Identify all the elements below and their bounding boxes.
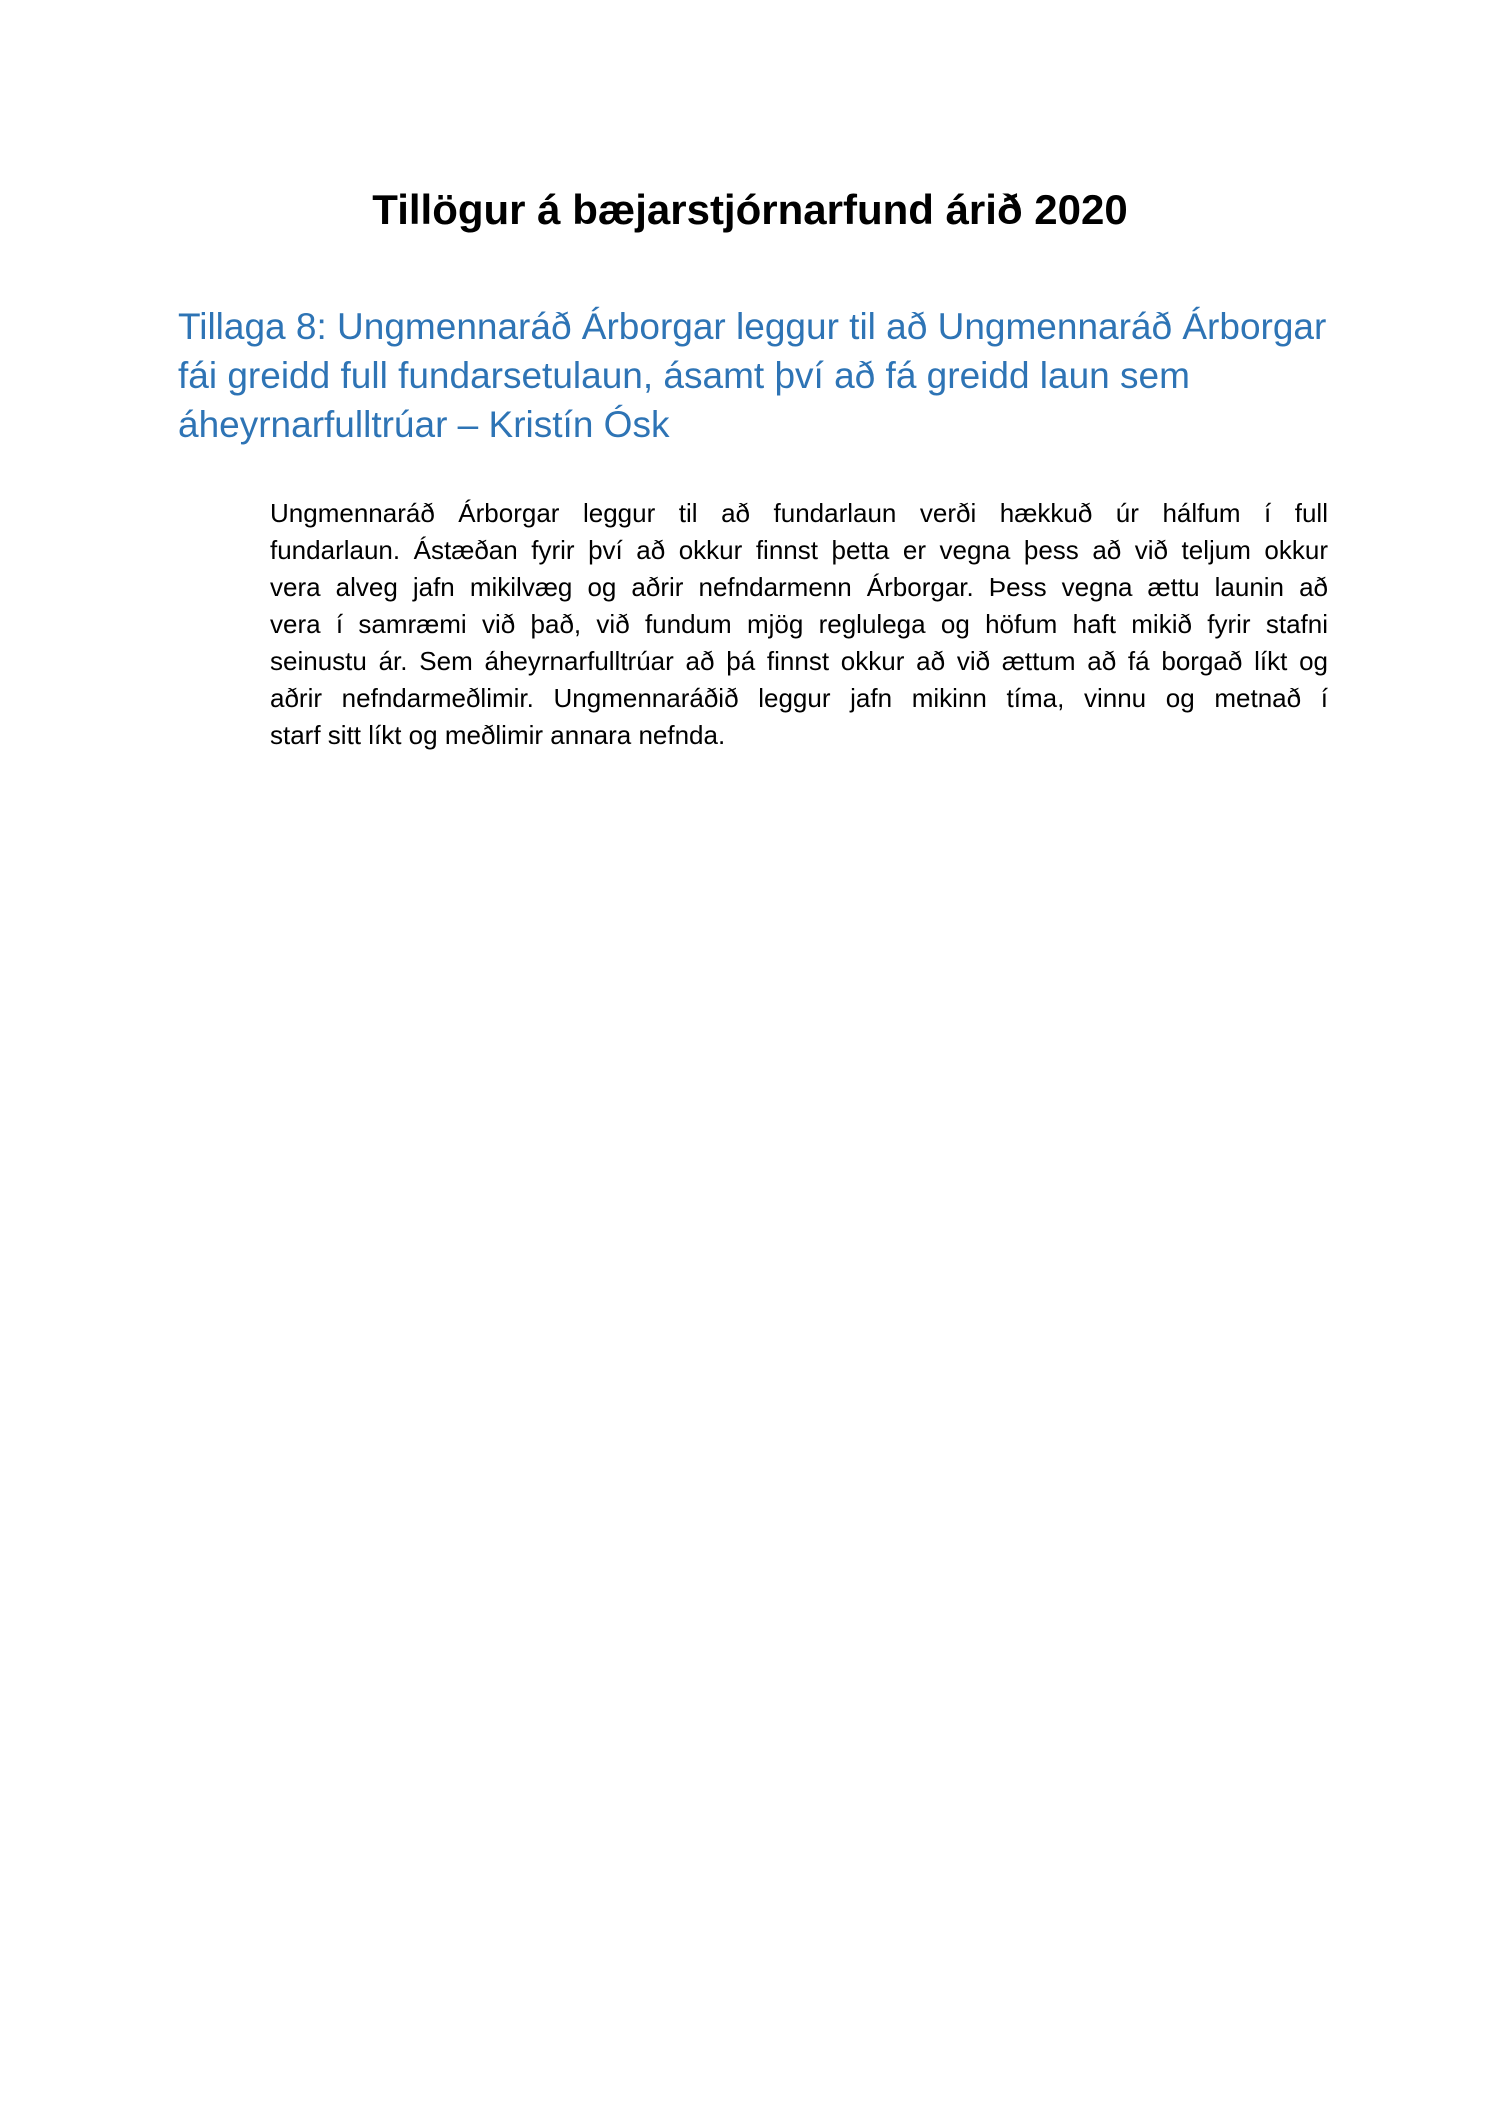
- paragraph-line: fundarlaun. Ástæðan fyrir því að okkur finnst þetta er vegna þess að við teljum okkur: [270, 535, 1328, 565]
- paragraph-line: vera alveg jafn mikilvæg og aðrir nefndarmenn Árborgar. Þess vegna ættu launin að: [270, 572, 1328, 602]
- proposal-body-paragraph: [270, 495, 1328, 754]
- proposal-heading: [178, 302, 1348, 449]
- proposal-heading-line: Tillaga 8: Ungmennaráð Árborgar leggur til að Ungmennaráð Árborgar: [178, 306, 1327, 347]
- paragraph-line: seinustu ár. Sem áheyrnarfulltrúar að þá finnst okkur að við ættum að fá borgað líkt og: [270, 646, 1328, 676]
- paragraph-line: aðrir nefndarmeðlimir. Ungmennaráðið leggur jafn mikinn tíma, vinnu og metnað í: [270, 683, 1328, 713]
- paragraph-line: vera í samræmi við það, við fundum mjög reglulega og höfum haft mikið fyrir stafni: [270, 609, 1328, 639]
- paragraph-line: starf sitt líkt og meðlimir annara nefnda.: [270, 720, 726, 750]
- proposal-heading-line: áheyrnarfulltrúar – Kristín Ósk: [178, 404, 670, 445]
- document-title: Tillögur á bæjarstjórnarfund árið 2020: [372, 186, 1128, 233]
- proposal-heading-line: fái greidd full fundarsetulaun, ásamt því að fá greidd laun sem: [178, 355, 1190, 396]
- paragraph-line: Ungmennaráð Árborgar leggur til að fundarlaun verði hækkuð úr hálfum í full: [270, 498, 1328, 528]
